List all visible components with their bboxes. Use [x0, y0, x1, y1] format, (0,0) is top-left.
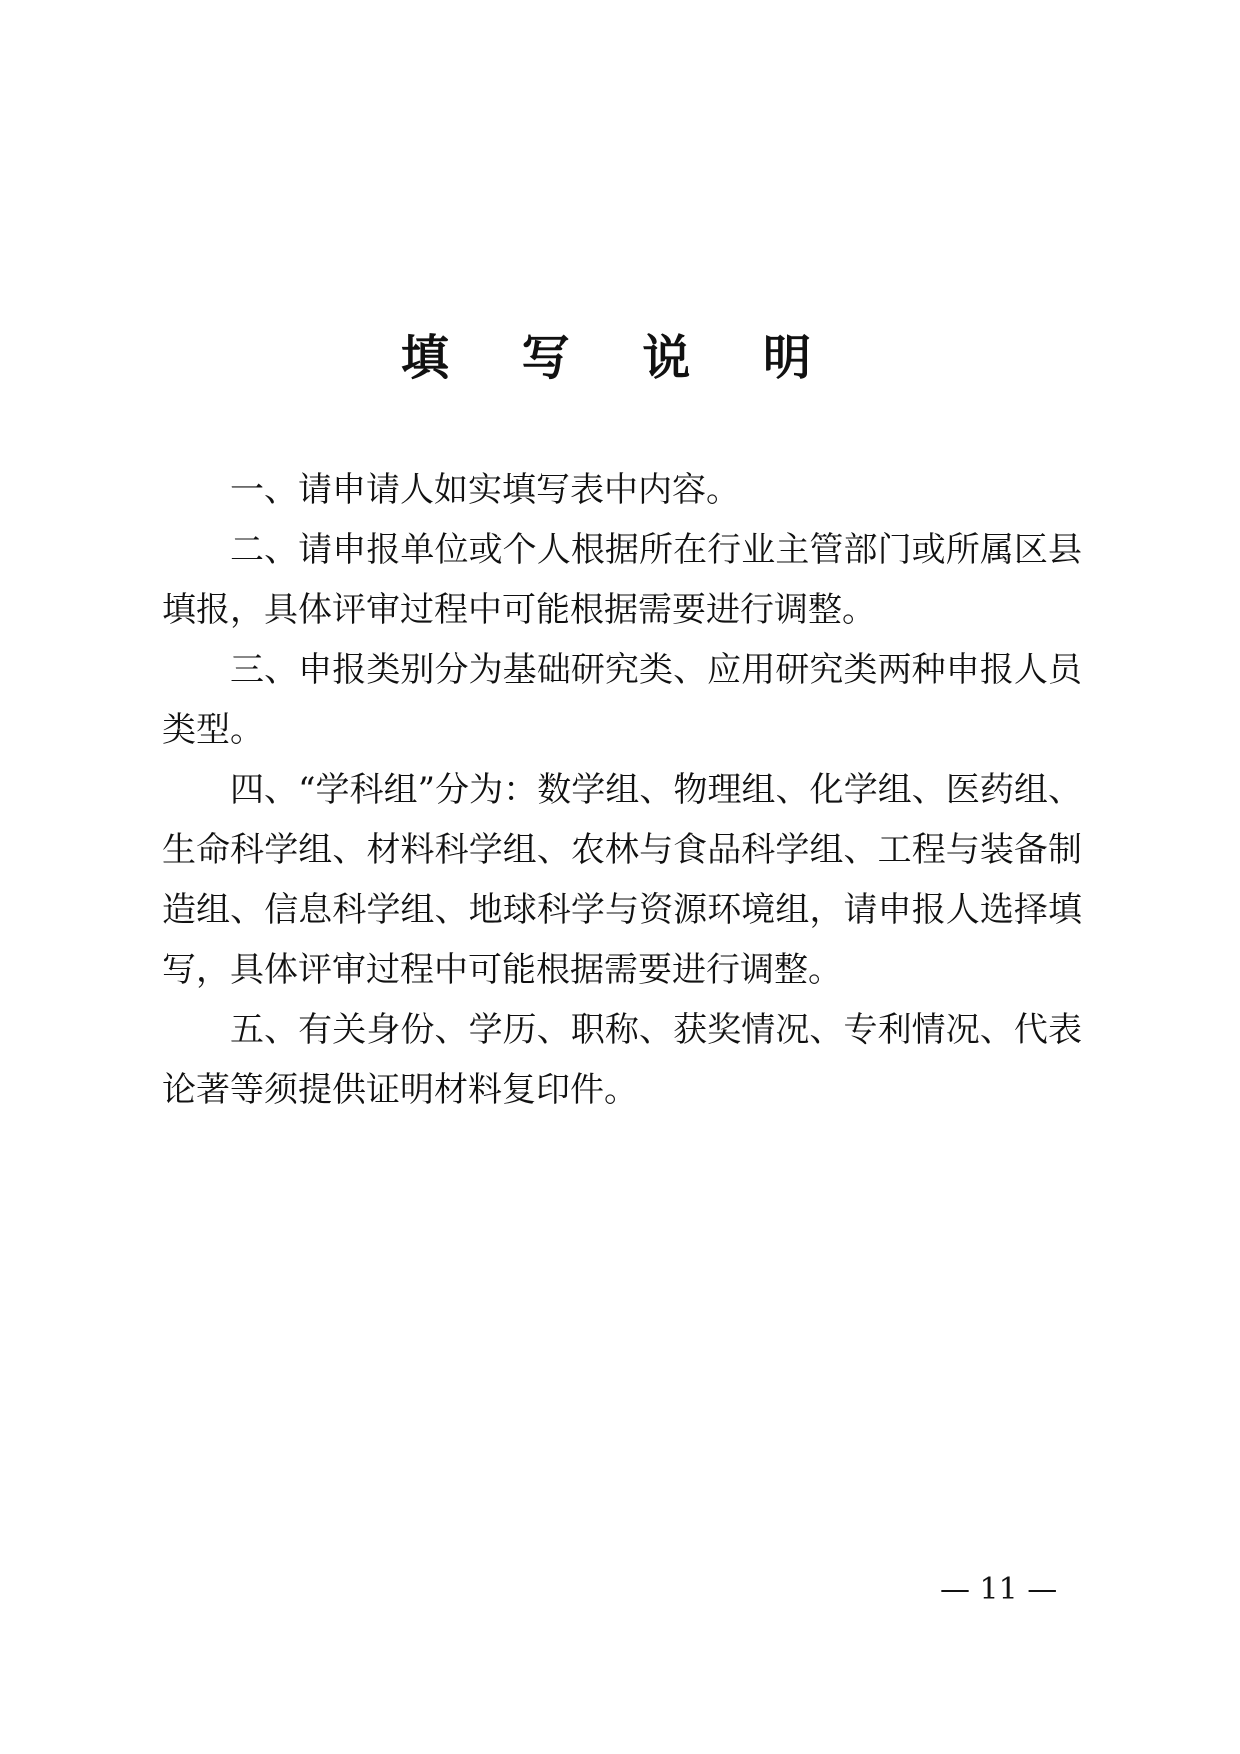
- instruction-item-3: 三、申报类别分为基础研究类、应用研究类两种申报人员类型。: [162, 650, 1082, 750]
- page-number: — 11 —: [940, 1572, 1058, 1607]
- instruction-item-1: 一、请申请人如实填写表中内容。: [230, 470, 740, 510]
- instructions-body: [162, 460, 1082, 1120]
- instruction-item-2: 二、请申报单位或个人根据所在行业主管部门或所属区县填报，具体评审过程中可能根据需要进行调整。: [162, 530, 1082, 630]
- instruction-item-4: 四、“学科组”分为：数学组、物理组、化学组、医药组、生命科学组、材料科学组、农林与食品科学组、工程与装备制造组、信息科学组、地球科学与资源环境组，请申报人选择填写，具体评审过程中可能根据需要进行调整。: [162, 770, 1082, 990]
- instruction-item-5: 五、有关身份、学历、职称、获奖情况、专利情况、代表论著等须提供证明材料复印件。: [162, 1010, 1082, 1110]
- page-title: 填 写 说 明: [400, 330, 840, 386]
